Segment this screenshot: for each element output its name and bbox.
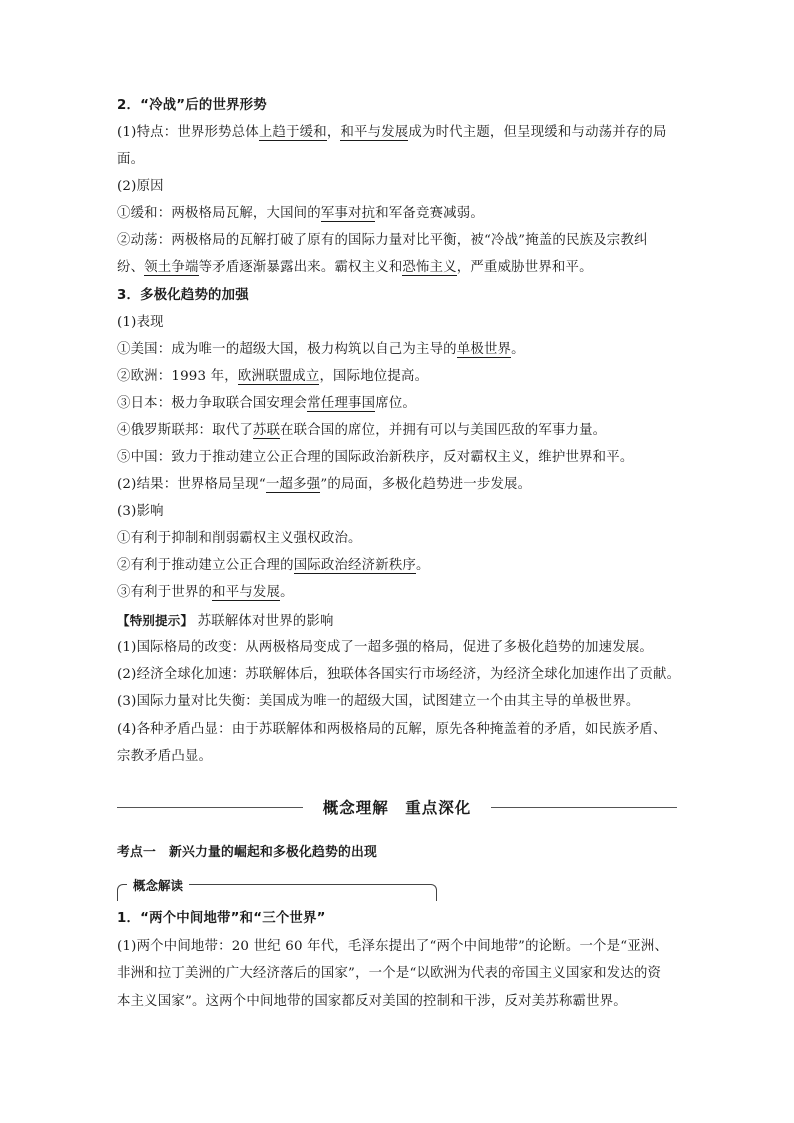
impact-item-3 <box>117 584 682 602</box>
text: 和军备竞赛减弱。 <box>375 206 484 221</box>
cause-item-2-line-2 <box>117 259 682 277</box>
text: ②欧洲：1993 年， <box>117 369 238 384</box>
performance-item-usa <box>117 341 682 359</box>
text: ，国际地位提高。 <box>319 369 429 384</box>
text: 成为时代主题，但呈现缓和与动荡并存的局 <box>408 125 667 140</box>
part-1-line-1: (1)两个中间地带：20 世纪 60 年代，毛泽东提出了“两个中间地带”的论断。一个是“亚洲、 <box>117 939 669 954</box>
concept-explanation-box <box>117 878 435 898</box>
text: 在联合国的席位，并拥有可以与美国匹敌的军事力量。 <box>280 423 607 438</box>
impact-item-2 <box>117 557 682 575</box>
special-tip-heading <box>117 612 682 631</box>
underlined-key-term: 军事对抗 <box>320 206 376 221</box>
impact-item-1: ①有利于抑制和削弱霸权主义强权政治。 <box>117 531 362 546</box>
concept-box-label: 概念解读 <box>127 878 189 894</box>
text: ④俄罗斯联邦：取代了 <box>117 423 253 438</box>
part-1-line-2: 非洲和拉丁美洲的广大经济落后的国家”，一个是“以欧洲为代表的帝国主义国家和发达的资 <box>117 966 662 981</box>
text: ， <box>326 125 341 140</box>
text: 。 <box>511 342 525 357</box>
text: ②有利于推动建立公正合理的 <box>117 558 294 573</box>
underlined-key-term: 常任理事国 <box>307 396 376 411</box>
underlined-key-term: 和平与发展 <box>340 125 409 140</box>
performance-item-japan <box>117 395 682 413</box>
text: ①美国：成为唯一的超级大国，极力构筑以自己为主导的 <box>117 342 457 357</box>
text: 。 <box>280 585 294 600</box>
underlined-key-term: 恐怖主义 <box>402 260 457 275</box>
text: 席位。 <box>375 396 417 411</box>
performance-item-russia <box>117 422 682 440</box>
underlined-key-term: 国际政治经济新秩序 <box>293 558 417 573</box>
text: ③有利于世界的 <box>117 585 213 600</box>
underlined-key-term: 领土争端 <box>144 260 199 275</box>
part-1-line-3: 本主义国家”。这两个中间地带的国家都反对美国的控制和干涉，反对美苏称霸世界。 <box>117 994 627 1009</box>
trait-line-1 <box>117 124 682 142</box>
special-tip-title: 苏联解体对世界的影响 <box>193 614 334 629</box>
cause-item-2-line-1: ②动荡：两极格局的瓦解打破了原有的国际力量对比平衡，被“冷战”掩盖的民族及宗教纠 <box>117 233 648 248</box>
underlined-key-term: 上趋于缓和 <box>258 125 327 140</box>
underlined-key-term: 欧洲联盟成立 <box>237 369 320 384</box>
tip-item-2: (2)经济全球化加速：苏联解体后，独联体各国实行市场经济，为经济全球化加速作出了贡献。 <box>117 667 681 682</box>
part-1-heading: 1．“两个中间地带”和“三个世界” <box>117 911 326 926</box>
cause-label: (2)原因 <box>117 179 164 194</box>
text: ，严重威胁世界和平。 <box>456 260 593 275</box>
tip-item-4-line-1: (4)各种矛盾凸显：由于苏联解体和两极格局的瓦解，原先各种掩盖着的矛盾，如民族矛盾、 <box>117 722 667 737</box>
divider-title: 概念理解 重点深化 <box>322 799 472 817</box>
tip-item-3: (3)国际力量对比失衡：美国成为唯一的超级大国，试图建立一个由其主导的单极世界。 <box>117 694 640 709</box>
performance-item-china: ⑤中国：致力于推动建立公正合理的国际政治新秩序，反对霸权主义，维护世界和平。 <box>117 450 634 465</box>
impact-label: (3)影响 <box>117 504 164 519</box>
text: ①缓和：两极格局瓦解，大国间的 <box>117 206 321 221</box>
performance-item-europe <box>117 368 682 386</box>
text: (1)特点：世界形势总体 <box>117 125 259 140</box>
text: 纷、 <box>117 260 145 275</box>
section-2-heading: 2．“冷战”后的世界形势 <box>117 98 267 113</box>
cause-item-1 <box>117 205 682 223</box>
section-3-heading: 3．多极化趋势的加强 <box>117 288 249 303</box>
performance-label: (1)表现 <box>117 315 164 330</box>
tip-item-4-line-2: 宗教矛盾凸显。 <box>117 749 213 764</box>
underlined-key-term: 一超多强 <box>265 477 321 492</box>
tip-item-1: (1)国际格局的改变：从两极格局变成了一超多强的格局，促进了多极化趋势的加速发展。 <box>117 640 654 655</box>
underlined-key-term: 单极世界 <box>456 342 512 357</box>
trait-line-2: 面。 <box>117 152 145 167</box>
underlined-key-term: 和平与发展 <box>212 585 281 600</box>
text: ③日本：极力争取联合国安理会 <box>117 396 308 411</box>
result-line <box>117 476 682 494</box>
divider-rule-right <box>491 807 677 808</box>
special-tip-tag: 【特别提示】 <box>117 613 194 628</box>
text: ”的局面，多极化趋势进一步发展。 <box>320 477 532 492</box>
section-divider <box>117 797 677 819</box>
text: 等矛盾逐渐暴露出来。霸权主义和 <box>198 260 403 275</box>
text: (2)结果：世界格局呈现“ <box>117 477 266 492</box>
text: 。 <box>416 558 430 573</box>
kaodian-heading: 考点一 新兴力量的崛起和多极化趋势的出现 <box>117 845 377 860</box>
underlined-key-term: 苏联 <box>252 423 281 438</box>
